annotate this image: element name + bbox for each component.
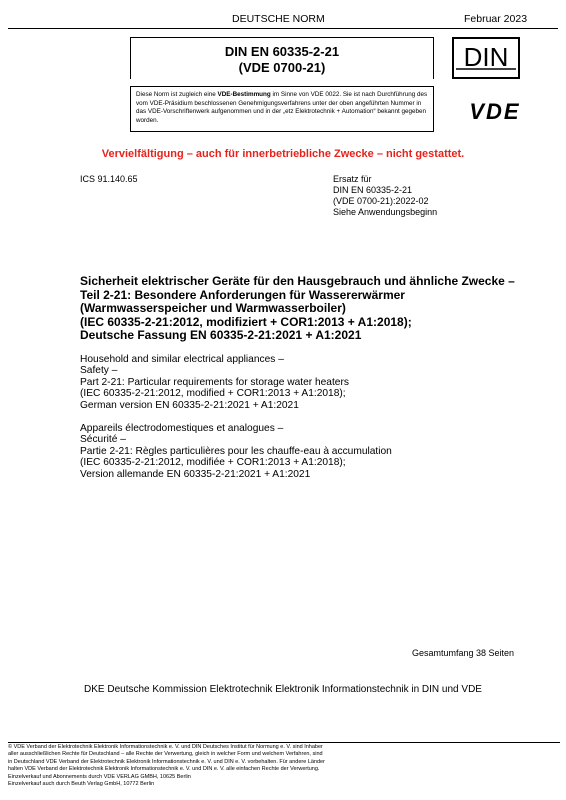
english-title-line: Part 2-21: Particular requirements for storage water heaters — [80, 376, 349, 388]
header-rule — [8, 28, 558, 29]
english-title — [80, 354, 540, 411]
replacement-line: Ersatz für — [333, 174, 372, 184]
replacement-line: (VDE 0700-21):2022-02 — [333, 196, 429, 206]
english-title-line: Household and similar electrical appliances – — [80, 354, 284, 365]
footer-line: Einzelverkauf auch durch Beuth Verlag GmbH, 10772 Berlin — [8, 781, 155, 788]
replacement-info — [333, 174, 437, 218]
english-title-line: Safety – — [80, 365, 118, 377]
ics-code: ICS 91.140.65 — [80, 174, 138, 184]
vde-number: (VDE 0700-21) — [238, 60, 326, 75]
note-text-part1: Diese Norm ist zugleich eine — [136, 91, 218, 98]
document-type: DEUTSCHE NORM — [232, 13, 325, 25]
german-title-line: (IEC 60335-2-21:2012, modifiziert + COR1:2013 + A1:2018); — [80, 314, 412, 329]
french-title-line: Appareils électrodomestiques et analogues – — [80, 423, 284, 434]
english-title-line: (IEC 60335-2-21:2012, modified + COR1:2013 + A1:2018); — [80, 388, 346, 400]
standard-number: DIN EN 60335-2-21 — [224, 44, 340, 59]
english-title-line: German version EN 60335-2-21:2021 + A1:2021 — [80, 399, 299, 411]
note-text-bold: VDE-Bestimmung — [217, 91, 271, 98]
french-title — [80, 423, 540, 480]
footer-line: © VDE Verband der Elektrotechnik Elektronik Informationstechnik e. V. und DIN Deutsches Institut für Normung e. V. sind Inhaber — [8, 744, 323, 750]
french-title-line: (IEC 60335-2-21:2012, modifiée + COR1:2013 + A1:2018); — [80, 457, 346, 469]
replacement-line: Siehe Anwendungsbeginn — [333, 207, 438, 217]
german-title-line: Deutsche Fassung EN 60335-2-21:2021 + A1:2021 — [80, 328, 362, 342]
dke-publisher: DKE Deutsche Kommission Elektrotechnik Elektronik Informationstechnik in DIN und VDE — [84, 684, 482, 695]
footer-line: halten VDE Verband der Elektrotechnik Elektronik Informationstechnik e. V. und DIN e. V. alle einfachen Rechte der Verwertung. — [8, 766, 320, 773]
issue-date: Februar 2023 — [464, 13, 528, 25]
french-title-line: Sécurité – — [80, 434, 126, 446]
footer-line: aller ausschließlichen Rechte für Deutschland – alle Rechte der Verwertung, gleich in welcher Form und welchem Verfahren, sind — [8, 751, 323, 758]
vde-regulation-note — [130, 86, 434, 132]
replacement-line: DIN EN 60335-2-21 — [333, 185, 413, 195]
german-title — [80, 275, 540, 343]
french-title-line: Partie 2-21: Règles particulières pour les chauffe-eau à accumulation — [80, 445, 392, 457]
french-title-line: Version allemande EN 60335-2-21:2021 + A1:2021 — [80, 468, 311, 480]
din-logo-text: DIN — [463, 42, 509, 72]
standard-number-box — [130, 37, 434, 79]
copyright-footer — [8, 744, 556, 788]
german-title-line: Teil 2-21: Besondere Anforderungen für Wassererwärmer — [80, 287, 405, 302]
footer-rule — [8, 742, 560, 743]
total-pages: Gesamtumfang 38 Seiten — [412, 648, 515, 658]
vde-logo-text: VDE — [469, 99, 521, 124]
footer-line: in Deutschland VDE Verband der Elektrotechnik Elektronik Informationstechnik e. V. und DIN e. V. vorbehalten. Für andere Länder — [8, 758, 325, 765]
din-logo — [452, 37, 520, 79]
vde-logo — [440, 98, 550, 124]
reproduction-notice: Vervielfältigung – auch für innerbetriebliche Zwecke – nicht gestattet. — [101, 148, 465, 160]
note-text-part2: im Sinne von VDE 0022. Sie ist nach Durchführung des vom VDE-Präsidium beschlossenen Genehmigungsverfahrens unter der oben angeführten Nummer in das VDE-Vorschriftenwerk aufgenommen und in der „etz Elektrotechnik + Automation“ bekannt gegeben worden. — [136, 91, 428, 124]
german-title-line: (Warmwasserspeicher und Warmwasserboiler) — [80, 301, 346, 315]
german-title-line: Sicherheit elektrischer Geräte für den Hausgebrauch und ähnliche Zwecke – — [80, 274, 515, 288]
footer-line: Einzelverkauf und Abonnements durch VDE VERLAG GMBH, 10625 Berlin — [8, 773, 191, 780]
